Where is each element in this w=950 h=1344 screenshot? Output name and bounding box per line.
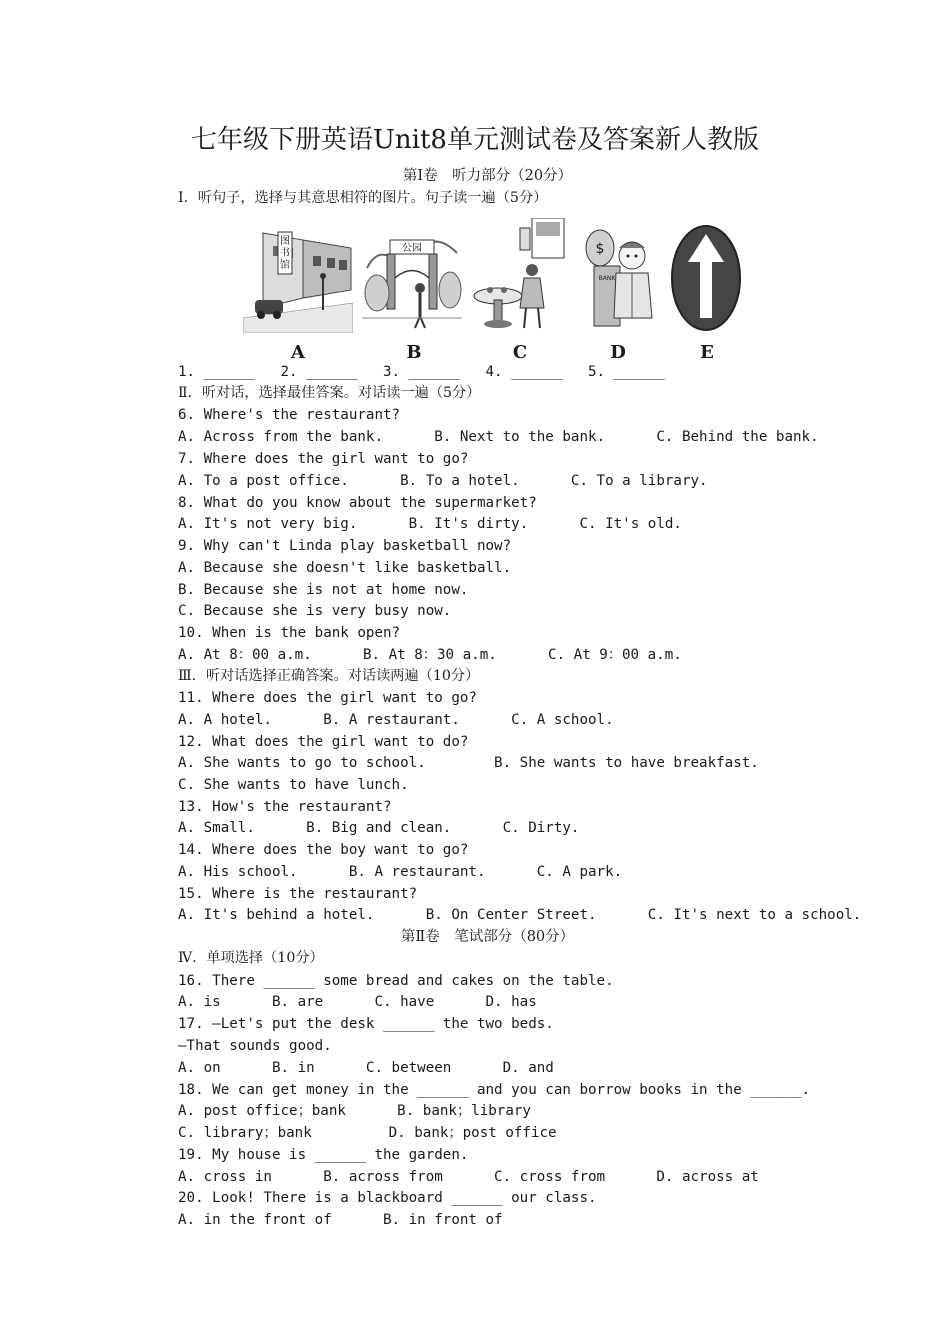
question-11: 11. Where does the girl want to go?	[178, 690, 477, 706]
question-6-options: A. Across from the bank. B. Next to the bank. C. Behind the bank.	[178, 429, 819, 445]
question-16-options: A. is B. are C. have D. has	[178, 994, 537, 1010]
part-two-heading: 第Ⅱ卷 笔试部分（80分）	[400, 929, 575, 945]
question-12: 12. What does the girl want to do?	[178, 734, 469, 750]
question-15: 15. Where is the restaurant?	[178, 886, 418, 902]
question-15-options: A. It's behind a hotel. B. On Center Street. C. It's next to a school.	[178, 907, 862, 923]
question-10-options: A. At 8：00 a.m. B. At 8：30 a.m. C. At 9：00 a.m.	[178, 647, 682, 663]
question-6: 6. Where's the restaurant?	[178, 407, 401, 423]
question-7: 7. Where does the girl want to go?	[178, 451, 469, 467]
question-19-options: A. cross in B. across from C. cross from D. across at	[178, 1169, 759, 1185]
question-7-options: A. To a post office. B. To a hotel. C. To a library.	[178, 473, 708, 489]
picture-label-c: C	[512, 342, 528, 363]
section-four-heading: Ⅳ．单项选择（10分）	[178, 950, 324, 966]
part-one-heading: 第Ⅰ卷 听力部分（20分）	[402, 168, 573, 184]
library-sign-char-2: 书	[280, 248, 290, 259]
question-17-options: A. on B. in C. between D. and	[178, 1060, 554, 1076]
question-11-options: A. A hotel. B. A restaurant. C. A school.	[178, 712, 614, 728]
picture-label-d: D	[610, 342, 626, 363]
question-16: 16. There ______ some bread and cakes on the table.	[178, 973, 614, 989]
dollar-icon: $	[595, 241, 605, 257]
question-8: 8. What do you know about the supermarket?	[178, 495, 537, 511]
question-18: 18. We can get money in the ______ and you can borrow books in the ______.	[178, 1082, 811, 1098]
question-13-options: A. Small. B. Big and clean. C. Dirty.	[178, 820, 580, 836]
answer-blanks: 1. ______ 2. ______ 3. ______ 4. ______ 5. ______	[178, 364, 665, 380]
picture-d-bank	[580, 218, 660, 333]
bank-sign: BANK	[598, 275, 616, 282]
question-17-reply: —That sounds good.	[178, 1038, 332, 1054]
question-18-options-cd: C. library；bank D. bank；post office	[178, 1125, 557, 1141]
picture-b-park	[362, 218, 462, 333]
question-9: 9. Why can't Linda play basketball now?	[178, 538, 512, 554]
page-title: 七年级下册英语Unit8单元测试卷及答案新人教版	[191, 125, 759, 155]
library-sign-char-1: 图	[280, 236, 290, 247]
question-10: 10. When is the bank open?	[178, 625, 401, 641]
picture-label-a: A	[291, 342, 305, 363]
question-20: 20. Look! There is a blackboard ______ our class.	[178, 1190, 597, 1206]
question-9-option-a: A. Because she doesn't like basketball.	[178, 560, 512, 576]
question-20-options: A. in the front of B. in front of	[178, 1212, 503, 1228]
picture-e-straight-arrow-sign	[668, 218, 744, 333]
question-12-option-c: C. She wants to have lunch.	[178, 777, 409, 793]
question-9-option-c: C. Because she is very busy now.	[178, 603, 452, 619]
question-12-options: A. She wants to go to school. B. She wants to have breakfast.	[178, 755, 759, 771]
section-one-heading: Ⅰ．听句子，选择与其意思相符的图片。句子读一遍（5分）	[178, 190, 548, 206]
question-17: 17. —Let's put the desk ______ the two beds.	[178, 1016, 554, 1032]
question-14-options: A. His school. B. A restaurant. C. A park.	[178, 864, 623, 880]
picture-label-e: E	[700, 342, 714, 363]
section-three-heading: Ⅲ．听对话选择正确答案。对话读两遍（10分）	[178, 668, 480, 684]
library-sign-char-3: 馆	[280, 260, 290, 271]
question-14: 14. Where does the boy want to go?	[178, 842, 469, 858]
question-9-option-b: B. Because she is not at home now.	[178, 582, 469, 598]
question-8-options: A. It's not very big. B. It's dirty. C. It's old.	[178, 516, 682, 532]
park-sign: 公园	[402, 243, 422, 254]
picture-label-b: B	[406, 342, 422, 363]
question-18-options-ab: A. post office；bank B. bank；library	[178, 1103, 531, 1119]
picture-c-restaurant	[470, 218, 566, 333]
question-19: 19. My house is ______ the garden.	[178, 1147, 469, 1163]
section-two-heading: Ⅱ．听对话，选择最佳答案。对话读一遍（5分）	[178, 385, 481, 401]
picture-a-library	[243, 218, 353, 333]
question-13: 13. How's the restaurant?	[178, 799, 392, 815]
